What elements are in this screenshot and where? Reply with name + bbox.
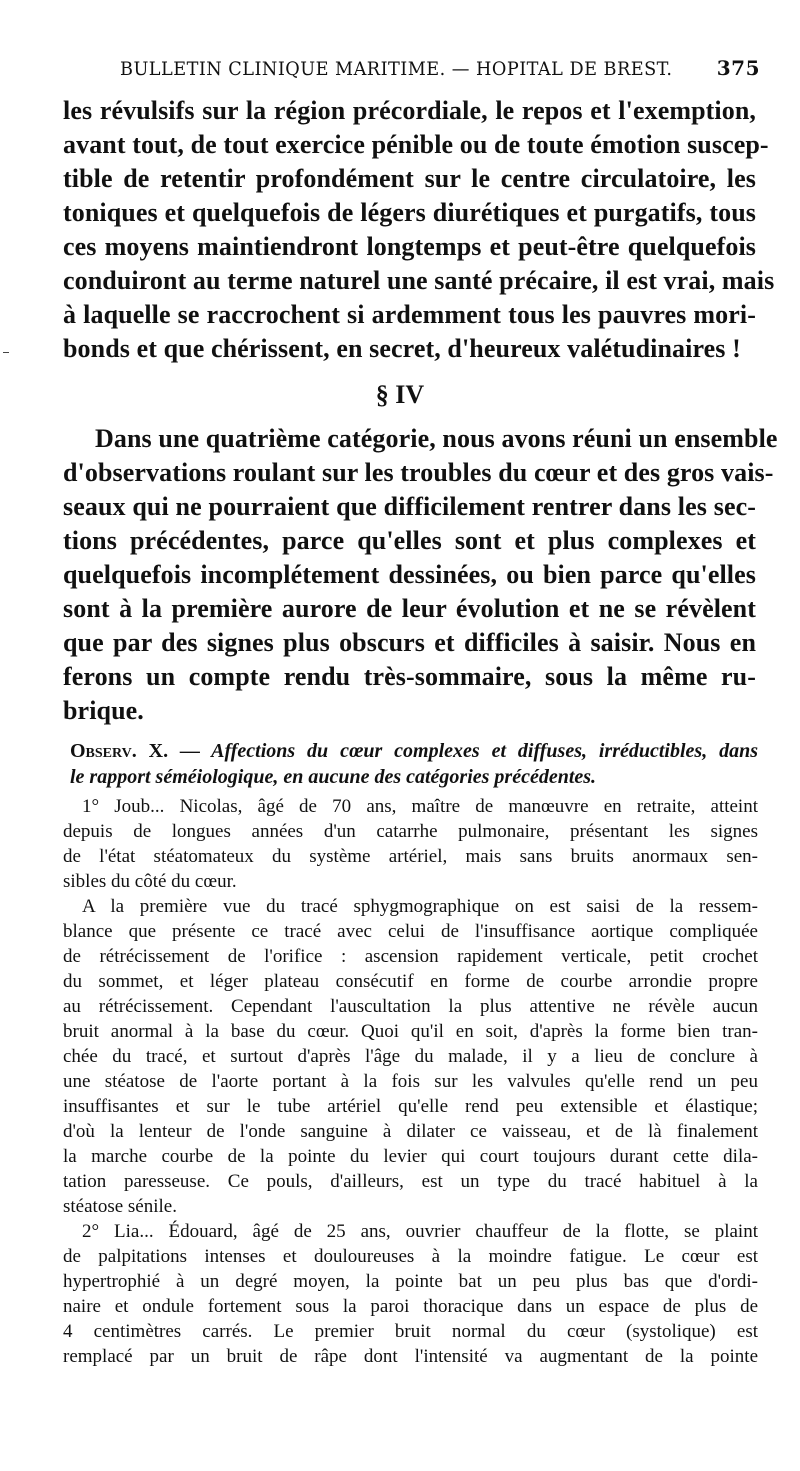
case1-line: d'où la lenteur de l'onde sanguine à dilater ce vaisseau, et de là finalement <box>63 1121 758 1142</box>
case1-line: stéatose sénile. <box>63 1196 177 1217</box>
case1-line: une stéatose de l'aorte portant à la fois sur les valvules qu'elle rend un peu <box>63 1071 758 1092</box>
paragraph2-line: quelquefois incomplétement dessinées, ou bien parce qu'elles <box>63 560 756 589</box>
paragraph1-line: ces moyens maintiendront longtemps et peut-être quelquefois <box>63 232 756 261</box>
observation-title <box>70 740 758 763</box>
paragraph1-line: bonds et que chérissent, en secret, d'heureux valétudinaires ! <box>63 334 741 363</box>
case1-line: depuis de longues années d'un catarrhe pulmonaire, présentant les signes <box>63 821 758 842</box>
case1-line: de rétrécissement de l'orifice : ascension rapidement verticale, petit crochet <box>63 946 758 967</box>
case1-line: 1° Joub... Nicolas, âgé de 70 ans, maître de manœuvre en retraite, atteint <box>82 796 758 817</box>
header-title: BULLETIN CLINIQUE MARITIME. — HOPITAL DE BREST. <box>120 58 673 80</box>
case2-line: hypertrophié à un degré moyen, la pointe bat un peu plus bas que d'ordi- <box>63 1271 758 1292</box>
paragraph2-line: sont à la première aurore de leur évolution et ne se révèlent <box>63 594 756 623</box>
paragraph2-line: d'observations roulant sur les troubles du cœur et des gros vais- <box>63 458 774 487</box>
paragraph2-line: ferons un compte rendu très-sommaire, sous la même ru- <box>63 662 756 691</box>
case1-line: chée du tracé, et surtout d'après l'âge du malade, il y a lieu de conclure à <box>63 1046 758 1067</box>
case2-line: 4 centimètres carrés. Le premier bruit normal du cœur (systolique) est <box>63 1321 758 1342</box>
paragraph2-line: Dans une quatrième catégorie, nous avons réuni un ensemble <box>95 424 778 453</box>
page-number: 375 <box>716 56 760 80</box>
case2-line: 2° Lia... Édouard, âgé de 25 ans, ouvrier chauffeur de la flotte, se plaint <box>82 1221 758 1242</box>
paragraph2-line: tions précédentes, parce qu'elles sont et plus complexes et <box>63 526 756 555</box>
observation-title-text: — Affections du cœur complexes et diffuses, irréductibles, dans <box>168 740 758 762</box>
paragraph2-line: que par des signes plus obscurs et difficiles à saisir. Nous en <box>63 628 756 657</box>
paragraph2-line: brique. <box>63 696 144 725</box>
case2-line: de palpitations intenses et douloureuses à la moindre fatigue. Le cœur est <box>63 1246 758 1267</box>
paragraph1-line: tible de retentir profondément sur le centre circulatoire, les <box>63 164 756 193</box>
case1-line: au rétrécissement. Cependant l'auscultation la plus attentive ne révèle aucun <box>63 996 758 1017</box>
paragraph1-line: à laquelle se raccrochent si ardemment tous les pauvres mori- <box>63 300 756 329</box>
case1-line: de l'état stéatomateux du système artériel, mais sans bruits anormaux sen- <box>63 846 758 867</box>
paragraph1-line: avant tout, de tout exercice pénible ou de toute émotion suscep- <box>63 130 769 159</box>
section-heading: § IV <box>375 380 425 409</box>
observation-label: Observ. X. <box>70 740 169 762</box>
paragraph1-line: conduiront au terme naturel une santé précaire, il est vrai, mais <box>63 266 775 295</box>
margin-mark <box>3 352 9 353</box>
case1-line: la marche courbe de la pointe du levier qui court toujours durant cette dila- <box>63 1146 758 1167</box>
paragraph2-line: seaux qui ne pourraient que difficilement rentrer dans les sec- <box>63 492 756 521</box>
case2-line: remplacé par un bruit de râpe dont l'intensité va augmentant de la pointe <box>63 1346 758 1367</box>
running-header <box>120 58 760 88</box>
case1-line: bruit anormal à la base du cœur. Quoi qu'il en soit, d'après la forme bien tran- <box>63 1021 758 1042</box>
case1-line: insuffisantes et sur le tube artériel qu'elle rend peu extensible et élastique; <box>63 1096 758 1117</box>
case1-line: sibles du côté du cœur. <box>63 871 237 892</box>
observation-title-line2: le rapport séméiologique, en aucune des catégories précédentes. <box>70 766 597 788</box>
case1-line: tation paresseuse. Ce pouls, d'ailleurs, est un type du tracé habituel à la <box>63 1171 758 1192</box>
paragraph1-line: les révulsifs sur la région précordiale, le repos et l'exemption, <box>63 96 756 125</box>
case1-line: blance que présente ce tracé avec celui de l'insuffisance aortique compliquée <box>63 921 758 942</box>
case1-line: A la première vue du tracé sphygmographique on est saisi de la ressem- <box>82 896 758 917</box>
paragraph1-line: toniques et quelquefois de légers diurétiques et purgatifs, tous <box>63 198 756 227</box>
case2-line: naire et ondule fortement sous la paroi thoracique dans un espace de plus de <box>63 1296 758 1317</box>
case1-line: du sommet, et léger plateau consécutif en forme de courbe arrondie propre <box>63 971 758 992</box>
